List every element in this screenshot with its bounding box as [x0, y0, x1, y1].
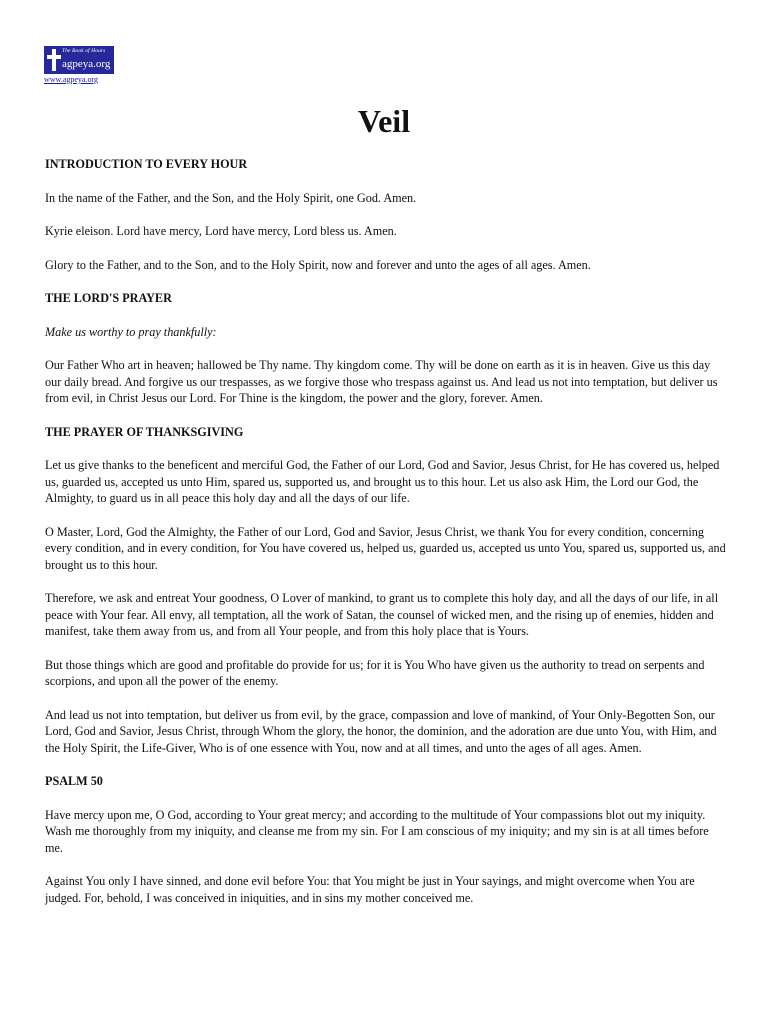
paragraph: Against You only I have sinned, and done evil before You: that You might be just in Your sayings, and might overcome when You are judged. For, behold, I was conceived in iniquities, and in sins my mother conceived me.	[45, 874, 695, 905]
logo-banner[interactable]	[44, 46, 114, 74]
website-link[interactable]: www.agpeya.org	[44, 75, 98, 84]
section-heading: INTRODUCTION TO EVERY HOUR	[45, 157, 248, 171]
paragraph: But those things which are good and profitable do provide for us; for it is You Who have given us the authority to tread on serpents and scorpions, and upon all the power of the enemy.	[45, 657, 705, 688]
paragraph: Our Father Who art in heaven; hallowed be Thy name. Thy kingdom come. Thy will be done on earth as it is in heaven. Give us this day our daily bread. And forgive us our trespasses, as we forgive those who trespass against us. And lead us not into temptation, but deliver us from evil, in Christ Jesus our Lord. For Thine is the kingdom, the power and the glory, forever. Amen.	[45, 358, 718, 405]
paragraph: Kyrie eleison. Lord have mercy, Lord have mercy, Lord bless us. Amen.	[45, 224, 397, 238]
section-heading: PSALM 50	[45, 774, 103, 788]
paragraph: And lead us not into temptation, but deliver us from evil, by the grace, compassion and love of mankind, of Your Only-Begotten Son, our Lord, God and Savior, Jesus Christ, through Whom the glory, the honor, the dominion, and the adoration are due unto You, with Him, and the Holy Spirit, the Life-Giver, Who is of one essence with You, now and at all times, and unto the ages of all ages. Amen.	[45, 707, 717, 755]
cross-icon	[47, 49, 61, 71]
document-body	[45, 156, 729, 923]
paragraph: Glory to the Father, and to the Son, and to the Holy Spirit, now and forever and unto the ages of all ages. Amen.	[45, 257, 591, 272]
logo-tagline: The Book of Hours	[62, 48, 106, 54]
logo-name: agpeya.org	[62, 58, 111, 70]
paragraph: In the name of the Father, and the Son, and the Holy Spirit, one God. Amen.	[45, 190, 417, 205]
section-heading: THE LORD'S PRAYER	[45, 291, 172, 305]
italic-instruction: Make us worthy to pray thankfully:	[45, 324, 217, 339]
paragraph: O Master, Lord, God the Almighty, the Father of our Lord, God and Savior, Jesus Christ, we thank You for every condition, concerning every condition, and in every condition, for You have covered us, helped us, guarded us, accepted us unto You, spared us, supported us, and brought us to this hour.	[45, 524, 726, 572]
paragraph: Let us give thanks to the beneficent and merciful God, the Father of our Lord, God and Savior, Jesus Christ, for He has covered us, helped us, guarded us, accepted us unto Him, spared us, supported us, and brought us to this hour. Let us also ask Him, the Lord our God, the Almighty, to guard us in all peace this holy day and all the days of our life.	[45, 458, 720, 505]
paragraph: Have mercy upon me, O God, according to Your great mercy; and according to the multitude of Your compassions blot out my iniquity. Wash me thoroughly from my iniquity, and cleanse me from my sin. For I am conscious of my iniquity; and my sin is at all times before me.	[45, 807, 709, 855]
section-heading: THE PRAYER OF THANKSGIVING	[45, 424, 244, 439]
paragraph: Therefore, we ask and entreat Your goodness, O Lover of mankind, to grant us to complete this holy day, and all the days of our life, in all peace with Your fear. All envy, all temptation, all the work of Satan, the counsel of wicked men, and the rising up of enemies, hidden and manifest, take them away from us, and from all Your people, and from this holy place that is Yours.	[45, 591, 719, 638]
page-title: Veil	[357, 103, 411, 139]
agpeya-logo[interactable]	[44, 46, 114, 84]
